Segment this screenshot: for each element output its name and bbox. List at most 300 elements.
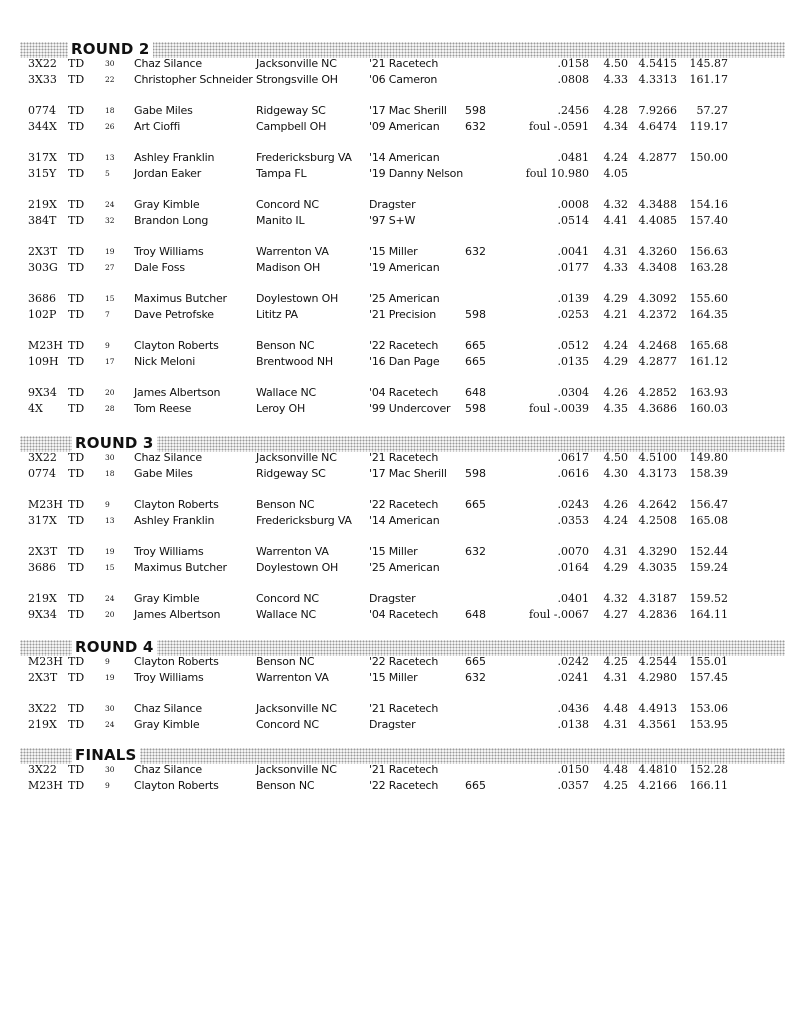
dial-in: 4.21 (603, 308, 628, 321)
vehicle: '21 Racetech (369, 702, 439, 715)
driver-name: Chaz Silance (134, 57, 202, 70)
vehicle: Dragster (369, 592, 416, 605)
driver-name: Tom Reese (134, 402, 192, 415)
hometown: Jacksonville NC (256, 57, 337, 70)
vehicle: '21 Precision (369, 308, 436, 321)
reaction-time: .0808 (557, 73, 589, 86)
lane-number: 9 (105, 657, 110, 666)
car-number: 384T (28, 214, 57, 227)
lane-number: 18 (105, 106, 115, 115)
elapsed-time: 4.3173 (638, 467, 677, 480)
speed-mph: 153.95 (689, 718, 728, 731)
result-row (0, 260, 807, 276)
speed-mph: 145.87 (689, 57, 728, 70)
result-row (0, 450, 807, 466)
vehicle: '16 Dan Page (369, 355, 440, 368)
vehicle: '04 Racetech (369, 608, 439, 621)
reaction-time: .0512 (557, 339, 589, 352)
class-code: TD (68, 198, 85, 211)
speed-mph: 156.47 (689, 498, 728, 511)
hometown: Fredericksburg VA (256, 151, 352, 164)
reaction-time: .0138 (557, 718, 589, 731)
hometown: Warrenton VA (256, 545, 329, 558)
dial-in: 4.24 (603, 514, 628, 527)
result-row (0, 56, 807, 72)
dial-in: 4.50 (603, 57, 628, 70)
car-number: 2X3T (28, 545, 58, 558)
speed-mph: 160.03 (689, 402, 728, 415)
driver-name: Gray Kimble (134, 198, 200, 211)
driver-name: Gray Kimble (134, 592, 200, 605)
class-code: TD (68, 608, 85, 621)
engine-size: 665 (465, 355, 486, 368)
result-row (0, 591, 807, 607)
vehicle: '22 Racetech (369, 655, 439, 668)
car-number: 0774 (28, 104, 56, 117)
lane-number: 24 (105, 720, 115, 729)
driver-name: Dale Foss (134, 261, 185, 274)
result-row (0, 197, 807, 213)
vehicle: '14 American (369, 514, 440, 527)
speed-mph: 163.28 (689, 261, 728, 274)
result-row (0, 701, 807, 717)
elapsed-time: 4.3092 (638, 292, 677, 305)
engine-size: 598 (465, 402, 486, 415)
class-code: TD (68, 702, 85, 715)
lane-number: 9 (105, 341, 110, 350)
lane-number: 24 (105, 594, 115, 603)
reaction-time: .0135 (557, 355, 589, 368)
dial-in: 4.05 (603, 167, 628, 180)
class-code: TD (68, 655, 85, 668)
class-code: TD (68, 467, 85, 480)
dial-in: 4.25 (603, 779, 628, 792)
elapsed-time: 4.2508 (638, 514, 677, 527)
result-row (0, 103, 807, 119)
elapsed-time: 4.2642 (638, 498, 677, 511)
engine-size: 598 (465, 104, 486, 117)
class-code: TD (68, 245, 85, 258)
elapsed-time: 4.2980 (638, 671, 677, 684)
lane-number: 7 (105, 310, 110, 319)
result-row (0, 119, 807, 135)
driver-name: Clayton Roberts (134, 655, 219, 668)
reaction-time: .0041 (557, 245, 589, 258)
hometown: Madison OH (256, 261, 321, 274)
dial-in: 4.31 (603, 671, 628, 684)
class-code: TD (68, 355, 85, 368)
reaction-time: .0008 (557, 198, 589, 211)
elapsed-time: 4.2166 (638, 779, 677, 792)
dial-in: 4.27 (603, 608, 628, 621)
hometown: Warrenton VA (256, 245, 329, 258)
vehicle: Dragster (369, 718, 416, 731)
car-number: 3X22 (28, 57, 57, 70)
speed-mph: 164.35 (689, 308, 728, 321)
class-code: TD (68, 57, 85, 70)
vehicle: '15 Miller (369, 545, 418, 558)
elapsed-time: 4.3035 (638, 561, 677, 574)
dial-in: 4.31 (603, 718, 628, 731)
result-row (0, 166, 807, 182)
engine-size: 632 (465, 245, 486, 258)
car-number: 109H (28, 355, 59, 368)
driver-name: James Albertson (134, 386, 221, 399)
lane-number: 13 (105, 516, 115, 525)
section-title: ROUND 4 (72, 637, 157, 657)
lane-number: 32 (105, 216, 115, 225)
driver-name: Ashley Franklin (134, 514, 215, 527)
dial-in: 4.32 (603, 198, 628, 211)
result-row (0, 338, 807, 354)
driver-name: Clayton Roberts (134, 498, 219, 511)
hometown: Lititz PA (256, 308, 298, 321)
speed-mph: 57.27 (696, 104, 728, 117)
car-number: 317X (28, 514, 57, 527)
car-number: 2X3T (28, 671, 58, 684)
reaction-time: .0514 (557, 214, 589, 227)
dial-in: 4.35 (603, 402, 628, 415)
vehicle: '14 American (369, 151, 440, 164)
engine-size: 648 (465, 386, 486, 399)
elapsed-time: 4.6474 (638, 120, 677, 133)
hometown: Wallace NC (256, 386, 316, 399)
hometown: Concord NC (256, 198, 319, 211)
vehicle: '22 Racetech (369, 779, 439, 792)
elapsed-time: 4.3488 (638, 198, 677, 211)
reaction-time: .2456 (557, 104, 589, 117)
reaction-time: .0177 (557, 261, 589, 274)
lane-number: 30 (105, 453, 115, 462)
speed-mph: 155.01 (689, 655, 728, 668)
car-number: 3X22 (28, 702, 57, 715)
class-code: TD (68, 402, 85, 415)
class-code: TD (68, 261, 85, 274)
speed-mph: 165.08 (689, 514, 728, 527)
hometown: Brentwood NH (256, 355, 333, 368)
driver-name: Dave Petrofske (134, 308, 214, 321)
elapsed-time: 4.4810 (638, 763, 677, 776)
lane-number: 26 (105, 122, 115, 131)
hometown: Campbell OH (256, 120, 327, 133)
speed-mph: 153.06 (689, 702, 728, 715)
hometown: Jacksonville NC (256, 763, 337, 776)
speed-mph: 165.68 (689, 339, 728, 352)
speed-mph: 159.24 (689, 561, 728, 574)
vehicle: '21 Racetech (369, 57, 439, 70)
car-number: 317X (28, 151, 57, 164)
elapsed-time: 4.3260 (638, 245, 677, 258)
speed-mph: 161.12 (689, 355, 728, 368)
hometown: Doylestown OH (256, 561, 339, 574)
elapsed-time: 4.3408 (638, 261, 677, 274)
hometown: Jacksonville NC (256, 451, 337, 464)
speed-mph: 154.16 (689, 198, 728, 211)
lane-number: 9 (105, 781, 110, 790)
result-row (0, 560, 807, 576)
section-title: FINALS (72, 745, 140, 765)
dial-in: 4.33 (603, 261, 628, 274)
hometown: Benson NC (256, 779, 315, 792)
driver-name: Christopher Schneider (134, 73, 253, 86)
dial-in: 4.25 (603, 655, 628, 668)
car-number: 219X (28, 198, 57, 211)
reaction-time: .0616 (557, 467, 589, 480)
hometown: Benson NC (256, 498, 315, 511)
hometown: Strongsville OH (256, 73, 338, 86)
vehicle: '15 Miller (369, 245, 418, 258)
result-row (0, 544, 807, 560)
elapsed-time: 7.9266 (638, 104, 677, 117)
reaction-time: .0304 (557, 386, 589, 399)
engine-size: 632 (465, 120, 486, 133)
result-row (0, 654, 807, 670)
vehicle: '22 Racetech (369, 339, 439, 352)
engine-size: 665 (465, 339, 486, 352)
hometown: Manito IL (256, 214, 305, 227)
car-number: M23H (28, 498, 63, 511)
lane-number: 5 (105, 169, 110, 178)
class-code: TD (68, 214, 85, 227)
reaction-time: .0139 (557, 292, 589, 305)
class-code: TD (68, 779, 85, 792)
speed-mph: 157.40 (689, 214, 728, 227)
dial-in: 4.31 (603, 245, 628, 258)
driver-name: Chaz Silance (134, 451, 202, 464)
driver-name: Art Cioffi (134, 120, 181, 133)
driver-name: Gray Kimble (134, 718, 200, 731)
vehicle: '99 Undercover (369, 402, 451, 415)
car-number: 4X (28, 402, 43, 415)
vehicle: '21 Racetech (369, 451, 439, 464)
engine-size: 632 (465, 545, 486, 558)
elapsed-time: 4.2877 (638, 151, 677, 164)
vehicle: '97 S+W (369, 214, 416, 227)
engine-size: 665 (465, 779, 486, 792)
car-number: M23H (28, 655, 63, 668)
elapsed-time: 4.3686 (638, 402, 677, 415)
hometown: Concord NC (256, 718, 319, 731)
reaction-time: .0242 (557, 655, 589, 668)
result-row (0, 401, 807, 417)
speed-mph: 166.11 (689, 779, 728, 792)
vehicle: '09 American (369, 120, 440, 133)
car-number: M23H (28, 339, 63, 352)
hometown: Fredericksburg VA (256, 514, 352, 527)
engine-size: 648 (465, 608, 486, 621)
driver-name: Gabe Miles (134, 104, 193, 117)
hometown: Warrenton VA (256, 671, 329, 684)
car-number: 0774 (28, 467, 56, 480)
lane-number: 30 (105, 704, 115, 713)
driver-name: Ashley Franklin (134, 151, 215, 164)
speed-mph: 155.60 (689, 292, 728, 305)
lane-number: 27 (105, 263, 115, 272)
class-code: TD (68, 292, 85, 305)
dial-in: 4.26 (603, 386, 628, 399)
lane-number: 30 (105, 765, 115, 774)
result-row (0, 670, 807, 686)
speed-mph: 161.17 (689, 73, 728, 86)
lane-number: 17 (105, 357, 115, 366)
reaction-time: .0357 (557, 779, 589, 792)
result-row (0, 150, 807, 166)
class-code: TD (68, 167, 85, 180)
elapsed-time: 4.2877 (638, 355, 677, 368)
car-number: 102P (28, 308, 57, 321)
section-title: ROUND 2 (68, 39, 153, 59)
dial-in: 4.29 (603, 292, 628, 305)
car-number: 219X (28, 718, 57, 731)
result-row (0, 72, 807, 88)
vehicle: '25 American (369, 292, 440, 305)
lane-number: 18 (105, 469, 115, 478)
car-number: 3686 (28, 561, 56, 574)
reaction-time: foul -.0591 (528, 120, 589, 133)
result-row (0, 762, 807, 778)
elapsed-time: 4.2468 (638, 339, 677, 352)
driver-name: Chaz Silance (134, 702, 202, 715)
reaction-time: .0253 (557, 308, 589, 321)
reaction-time: foul -.0039 (528, 402, 589, 415)
class-code: TD (68, 498, 85, 511)
result-row (0, 213, 807, 229)
result-row (0, 717, 807, 733)
car-number: 219X (28, 592, 57, 605)
class-code: TD (68, 671, 85, 684)
result-row (0, 307, 807, 323)
vehicle: '06 Cameron (369, 73, 438, 86)
speed-mph: 150.00 (689, 151, 728, 164)
speed-mph: 152.44 (689, 545, 728, 558)
result-row (0, 513, 807, 529)
reaction-time: .0436 (557, 702, 589, 715)
vehicle: '19 Danny Nelson (369, 167, 463, 180)
class-code: TD (68, 151, 85, 164)
dial-in: 4.31 (603, 545, 628, 558)
reaction-time: .0158 (557, 57, 589, 70)
driver-name: Brandon Long (134, 214, 209, 227)
elapsed-time: 4.5100 (638, 451, 677, 464)
hometown: Benson NC (256, 339, 315, 352)
car-number: 303G (28, 261, 58, 274)
dial-in: 4.32 (603, 592, 628, 605)
driver-name: Chaz Silance (134, 763, 202, 776)
elapsed-time: 4.2544 (638, 655, 677, 668)
speed-mph: 159.52 (689, 592, 728, 605)
class-code: TD (68, 73, 85, 86)
car-number: 3X22 (28, 451, 57, 464)
lane-number: 19 (105, 673, 115, 682)
elapsed-time: 4.5415 (638, 57, 677, 70)
reaction-time: .0164 (557, 561, 589, 574)
car-number: 9X34 (28, 386, 57, 399)
vehicle: '15 Miller (369, 671, 418, 684)
car-number: 3X22 (28, 763, 57, 776)
class-code: TD (68, 386, 85, 399)
car-number: 9X34 (28, 608, 57, 621)
car-number: 315Y (28, 167, 57, 180)
driver-name: Troy Williams (134, 245, 204, 258)
speed-mph: 164.11 (689, 608, 728, 621)
driver-name: Maximus Butcher (134, 561, 227, 574)
dial-in: 4.29 (603, 355, 628, 368)
dial-in: 4.41 (603, 214, 628, 227)
reaction-time: .0617 (557, 451, 589, 464)
elapsed-time: 4.2852 (638, 386, 677, 399)
speed-mph: 156.63 (689, 245, 728, 258)
lane-number: 13 (105, 153, 115, 162)
lane-number: 28 (105, 404, 115, 413)
result-row (0, 354, 807, 370)
driver-name: Nick Meloni (134, 355, 196, 368)
lane-number: 15 (105, 294, 115, 303)
driver-name: Gabe Miles (134, 467, 193, 480)
dial-in: 4.34 (603, 120, 628, 133)
class-code: TD (68, 451, 85, 464)
dial-in: 4.29 (603, 561, 628, 574)
hometown: Doylestown OH (256, 292, 339, 305)
engine-size: 598 (465, 308, 486, 321)
vehicle: '22 Racetech (369, 498, 439, 511)
result-row (0, 244, 807, 260)
speed-mph: 158.39 (689, 467, 728, 480)
reaction-time: .0481 (557, 151, 589, 164)
class-code: TD (68, 308, 85, 321)
reaction-time: foul 10.980 (525, 167, 589, 180)
lane-number: 19 (105, 547, 115, 556)
result-row (0, 466, 807, 482)
reaction-time: .0241 (557, 671, 589, 684)
class-code: TD (68, 545, 85, 558)
vehicle: '17 Mac Sherill (369, 104, 447, 117)
car-number: 3X33 (28, 73, 57, 86)
class-code: TD (68, 104, 85, 117)
dial-in: 4.24 (603, 339, 628, 352)
hometown: Wallace NC (256, 608, 316, 621)
engine-size: 665 (465, 655, 486, 668)
vehicle: '17 Mac Sherill (369, 467, 447, 480)
class-code: TD (68, 339, 85, 352)
dial-in: 4.28 (603, 104, 628, 117)
speed-mph: 149.80 (689, 451, 728, 464)
class-code: TD (68, 514, 85, 527)
result-row (0, 607, 807, 623)
lane-number: 30 (105, 59, 115, 68)
engine-size: 598 (465, 467, 486, 480)
vehicle: '25 American (369, 561, 440, 574)
lane-number: 24 (105, 200, 115, 209)
driver-name: James Albertson (134, 608, 221, 621)
elapsed-time: 4.2836 (638, 608, 677, 621)
reaction-time: .0243 (557, 498, 589, 511)
dial-in: 4.48 (603, 702, 628, 715)
elapsed-time: 4.2372 (638, 308, 677, 321)
reaction-time: .0401 (557, 592, 589, 605)
lane-number: 22 (105, 75, 115, 84)
result-row (0, 291, 807, 307)
result-row (0, 385, 807, 401)
speed-mph: 119.17 (689, 120, 728, 133)
class-code: TD (68, 561, 85, 574)
dial-in: 4.48 (603, 763, 628, 776)
car-number: 2X3T (28, 245, 58, 258)
driver-name: Troy Williams (134, 545, 204, 558)
lane-number: 15 (105, 563, 115, 572)
vehicle: Dragster (369, 198, 416, 211)
elapsed-time: 4.4913 (638, 702, 677, 715)
vehicle: '21 Racetech (369, 763, 439, 776)
